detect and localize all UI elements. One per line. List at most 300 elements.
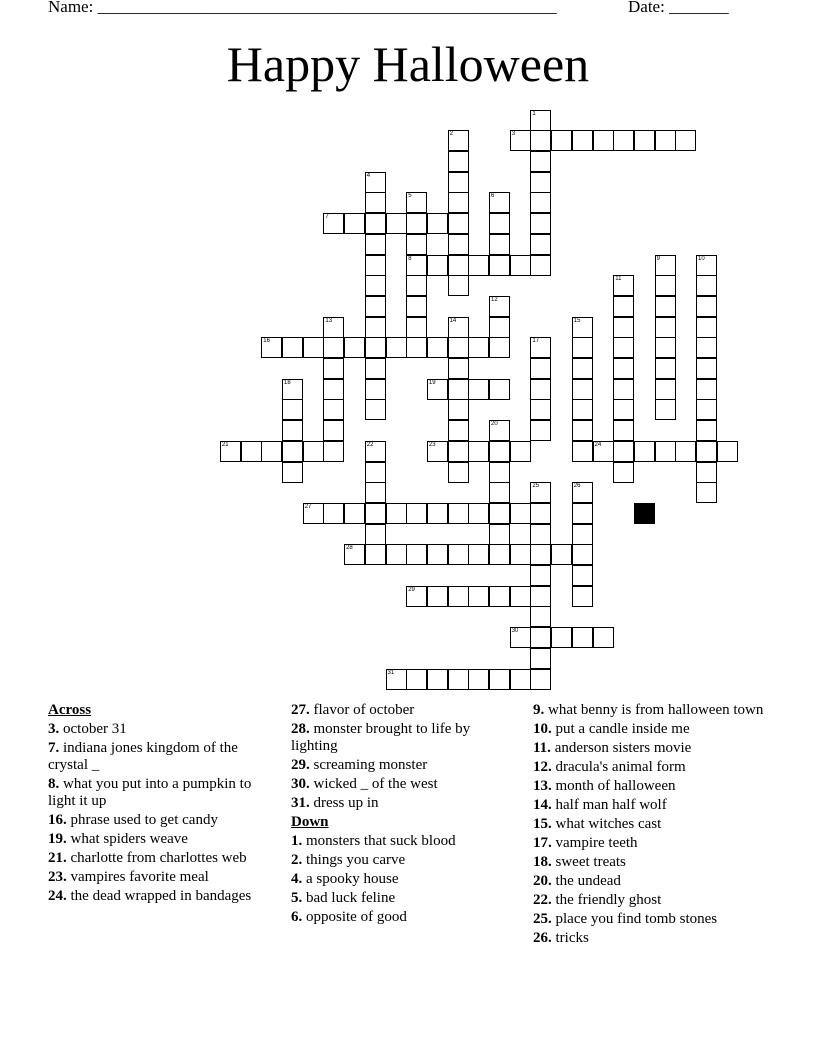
grid-cell[interactable] bbox=[572, 524, 593, 545]
grid-cell[interactable] bbox=[675, 441, 696, 462]
down-clue bbox=[291, 890, 507, 907]
clue-text: month of halloween bbox=[551, 778, 676, 794]
grid-cell[interactable] bbox=[655, 399, 676, 420]
clue-text: what you put into a pumpkin to light it up bbox=[48, 776, 252, 809]
grid-cell[interactable] bbox=[530, 213, 551, 234]
clue-number: 22. bbox=[533, 892, 552, 908]
grid-cell[interactable] bbox=[613, 399, 634, 420]
grid-cell[interactable] bbox=[448, 337, 469, 358]
grid-cell[interactable] bbox=[613, 130, 634, 151]
grid-cell[interactable] bbox=[303, 503, 324, 524]
grid-cell[interactable] bbox=[489, 379, 510, 400]
grid-cell[interactable] bbox=[489, 192, 510, 213]
down-clue bbox=[533, 797, 769, 814]
clue-number: 14. bbox=[533, 797, 552, 813]
clue-number: 21. bbox=[48, 850, 67, 866]
clue-number: 12. bbox=[533, 759, 552, 775]
grid-cell[interactable] bbox=[282, 420, 303, 441]
grid-cell[interactable] bbox=[510, 669, 531, 690]
grid-cell[interactable] bbox=[530, 255, 551, 276]
across-clue bbox=[48, 850, 254, 867]
grid-cell[interactable] bbox=[572, 503, 593, 524]
clue-number: 1. bbox=[291, 833, 303, 849]
clue-number-label: 20 bbox=[491, 421, 498, 428]
grid-cell[interactable] bbox=[530, 234, 551, 255]
down-clue bbox=[533, 873, 769, 890]
grid-cell[interactable] bbox=[530, 379, 551, 400]
clue-text: things you carve bbox=[302, 852, 406, 868]
clue-number: 17. bbox=[533, 835, 552, 851]
grid-cell[interactable] bbox=[448, 586, 469, 607]
grid-cell[interactable] bbox=[655, 441, 676, 462]
grid-cell[interactable] bbox=[530, 565, 551, 586]
clue-number-label: 15 bbox=[573, 317, 581, 324]
grid-cell[interactable] bbox=[572, 399, 593, 420]
grid-cell[interactable] bbox=[323, 317, 344, 338]
grid-cell[interactable] bbox=[489, 669, 510, 690]
clue-number-label: 23 bbox=[428, 441, 436, 448]
across-clue bbox=[48, 812, 254, 829]
clue-text: opposite of good bbox=[302, 909, 407, 925]
grid-cell[interactable] bbox=[489, 503, 510, 524]
grid-cell[interactable] bbox=[303, 337, 324, 358]
grid-cell[interactable] bbox=[365, 544, 386, 565]
down-clue bbox=[291, 833, 507, 850]
across-clue bbox=[291, 795, 507, 812]
grid-cell[interactable] bbox=[448, 544, 469, 565]
grid-cell[interactable] bbox=[696, 462, 717, 483]
grid-cell[interactable] bbox=[655, 296, 676, 317]
grid-cell[interactable] bbox=[530, 503, 551, 524]
grid-cell[interactable] bbox=[427, 213, 448, 234]
grid-cell[interactable] bbox=[448, 192, 469, 213]
clue-text: place you find tomb stones bbox=[551, 911, 718, 927]
grid-cell[interactable] bbox=[406, 234, 427, 255]
clue-number-label: 24 bbox=[594, 441, 602, 448]
grid-cell[interactable] bbox=[468, 337, 489, 358]
grid-cell[interactable] bbox=[448, 172, 469, 193]
grid-cell[interactable] bbox=[365, 255, 386, 276]
date-line: Date: _______ bbox=[628, 0, 729, 16]
grid-cell[interactable] bbox=[323, 358, 344, 379]
grid-cell[interactable] bbox=[282, 379, 303, 400]
grid-cell[interactable] bbox=[323, 503, 344, 524]
down-clue-list bbox=[291, 833, 507, 926]
grid-cell[interactable] bbox=[386, 503, 407, 524]
grid-cell[interactable] bbox=[344, 544, 365, 565]
down-clue bbox=[533, 778, 769, 795]
grid-cell[interactable] bbox=[613, 420, 634, 441]
grid-cell[interactable] bbox=[572, 482, 593, 503]
grid-cell[interactable] bbox=[530, 524, 551, 545]
grid-cell[interactable] bbox=[261, 337, 282, 358]
grid-cell[interactable] bbox=[448, 130, 469, 151]
clue-number-label: 8 bbox=[408, 255, 412, 262]
grid-cell[interactable] bbox=[406, 317, 427, 338]
grid-cell[interactable] bbox=[510, 586, 531, 607]
grid-cell[interactable] bbox=[572, 337, 593, 358]
clue-number: 27. bbox=[291, 702, 310, 718]
grid-cell[interactable] bbox=[448, 234, 469, 255]
down-clue bbox=[291, 852, 507, 869]
grid-cell[interactable] bbox=[613, 462, 634, 483]
grid-cell[interactable] bbox=[489, 213, 510, 234]
clue-number: 23. bbox=[48, 869, 67, 885]
grid-cell[interactable] bbox=[468, 544, 489, 565]
grid-cell[interactable] bbox=[282, 462, 303, 483]
grid-cell[interactable] bbox=[323, 379, 344, 400]
grid-cell[interactable] bbox=[613, 317, 634, 338]
clue-number: 31. bbox=[291, 795, 310, 811]
grid-cell[interactable] bbox=[448, 151, 469, 172]
grid-cell[interactable] bbox=[468, 669, 489, 690]
grid-cell[interactable] bbox=[406, 296, 427, 317]
grid-cell[interactable] bbox=[282, 399, 303, 420]
grid-cell[interactable] bbox=[510, 503, 531, 524]
grid-cell[interactable] bbox=[696, 420, 717, 441]
clue-text: vampires favorite meal bbox=[66, 869, 209, 885]
grid-cell[interactable] bbox=[406, 255, 427, 276]
grid-cell[interactable] bbox=[572, 627, 593, 648]
grid-cell[interactable] bbox=[572, 420, 593, 441]
grid-cell[interactable] bbox=[427, 503, 448, 524]
down-clue bbox=[533, 740, 769, 757]
grid-cell[interactable] bbox=[406, 275, 427, 296]
grid-cell[interactable] bbox=[427, 255, 448, 276]
down-clue bbox=[533, 854, 769, 871]
grid-cell[interactable] bbox=[489, 462, 510, 483]
grid-cell[interactable] bbox=[572, 130, 593, 151]
grid-cell[interactable] bbox=[365, 462, 386, 483]
grid-cell[interactable] bbox=[510, 627, 531, 648]
grid-cell[interactable] bbox=[386, 213, 407, 234]
grid-cell[interactable] bbox=[365, 296, 386, 317]
clue-number: 10. bbox=[533, 721, 552, 737]
clue-number-label: 13 bbox=[325, 317, 333, 324]
down-clue-list bbox=[533, 702, 769, 947]
grid-cell[interactable] bbox=[593, 441, 614, 462]
down-clue bbox=[533, 835, 769, 852]
grid-cell[interactable] bbox=[365, 503, 386, 524]
grid-cell[interactable] bbox=[427, 669, 448, 690]
grid-cell[interactable] bbox=[448, 420, 469, 441]
grid-cell[interactable] bbox=[530, 420, 551, 441]
grid-cell[interactable] bbox=[530, 192, 551, 213]
grid-cell[interactable] bbox=[468, 441, 489, 462]
clue-number: 15. bbox=[533, 816, 552, 832]
grid-cell[interactable] bbox=[448, 358, 469, 379]
grid-cell[interactable] bbox=[613, 275, 634, 296]
grid-cell[interactable] bbox=[323, 420, 344, 441]
grid-cell[interactable] bbox=[365, 337, 386, 358]
across-clue bbox=[48, 776, 254, 810]
grid-cell[interactable] bbox=[282, 441, 303, 462]
clue-text: what witches cast bbox=[551, 816, 662, 832]
clue-text: flavor of october bbox=[309, 702, 415, 718]
grid-cell[interactable] bbox=[220, 441, 241, 462]
grid-cell[interactable] bbox=[344, 337, 365, 358]
grid-cell[interactable] bbox=[365, 399, 386, 420]
clue-text: phrase used to get candy bbox=[66, 812, 218, 828]
clue-text: dress up in bbox=[309, 795, 379, 811]
grid-cell[interactable] bbox=[448, 213, 469, 234]
clue-number-label: 10 bbox=[698, 255, 705, 262]
grid-cell[interactable] bbox=[365, 234, 386, 255]
grid-cell[interactable] bbox=[448, 669, 469, 690]
grid-cell[interactable] bbox=[365, 213, 386, 234]
grid-cell[interactable] bbox=[696, 358, 717, 379]
across-clue bbox=[291, 757, 507, 774]
grid-cell[interactable] bbox=[510, 544, 531, 565]
grid-cell[interactable] bbox=[489, 420, 510, 441]
grid-cell[interactable] bbox=[530, 337, 551, 358]
grid-cell[interactable] bbox=[489, 441, 510, 462]
grid-cell[interactable] bbox=[468, 255, 489, 276]
grid-cell[interactable] bbox=[593, 130, 614, 151]
grid-cell[interactable] bbox=[696, 337, 717, 358]
clue-text: put a candle inside me bbox=[551, 721, 690, 737]
grid-cell[interactable] bbox=[448, 441, 469, 462]
grid-cell[interactable] bbox=[696, 482, 717, 503]
grid-cell[interactable] bbox=[655, 379, 676, 400]
clue-number-label: 22 bbox=[366, 441, 374, 448]
grid-cell[interactable] bbox=[468, 586, 489, 607]
grid-cell[interactable] bbox=[323, 337, 344, 358]
grid-cell[interactable] bbox=[344, 503, 365, 524]
grid-cell[interactable] bbox=[530, 130, 551, 151]
grid-cell[interactable] bbox=[696, 379, 717, 400]
grid-cell[interactable] bbox=[696, 275, 717, 296]
grid-cell[interactable] bbox=[530, 482, 551, 503]
clue-number-label: 21 bbox=[221, 441, 229, 448]
clue-number: 28. bbox=[291, 721, 310, 737]
grid-cell[interactable] bbox=[323, 399, 344, 420]
grid-cell[interactable] bbox=[530, 358, 551, 379]
grid-cell[interactable] bbox=[344, 213, 365, 234]
grid-cell[interactable] bbox=[613, 379, 634, 400]
down-clue bbox=[533, 911, 769, 928]
grid-cell[interactable] bbox=[530, 669, 551, 690]
grid-cell[interactable] bbox=[406, 213, 427, 234]
clue-number: 30. bbox=[291, 776, 310, 792]
across-clue bbox=[291, 702, 507, 719]
grid-cell[interactable] bbox=[386, 544, 407, 565]
grid-cell[interactable] bbox=[448, 503, 469, 524]
clues-column-3 bbox=[533, 702, 769, 949]
grid-cell[interactable] bbox=[489, 544, 510, 565]
grid-cell[interactable] bbox=[386, 337, 407, 358]
clue-number-label: 28 bbox=[346, 545, 353, 552]
across-clue-list bbox=[291, 702, 507, 812]
clue-number: 11. bbox=[533, 740, 551, 756]
grid-cell[interactable] bbox=[365, 482, 386, 503]
grid-cell[interactable] bbox=[530, 648, 551, 669]
grid-cell[interactable] bbox=[406, 192, 427, 213]
clue-text: october 31 bbox=[59, 721, 127, 737]
clue-number: 6. bbox=[291, 909, 303, 925]
grid-cell[interactable] bbox=[696, 255, 717, 276]
grid-cell[interactable] bbox=[530, 586, 551, 607]
clue-number: 25. bbox=[533, 911, 552, 927]
clue-text: sweet treats bbox=[551, 854, 626, 870]
grid-cell[interactable] bbox=[613, 296, 634, 317]
grid-cell[interactable] bbox=[530, 544, 551, 565]
grid-cell[interactable] bbox=[510, 130, 531, 151]
clue-number: 2. bbox=[291, 852, 303, 868]
grid-cell[interactable] bbox=[489, 524, 510, 545]
grid-cell[interactable] bbox=[365, 524, 386, 545]
clue-number: 26. bbox=[533, 930, 552, 946]
grid-cell[interactable] bbox=[551, 130, 572, 151]
grid-cell[interactable] bbox=[303, 441, 324, 462]
grid-cell[interactable] bbox=[551, 627, 572, 648]
across-clue bbox=[291, 776, 507, 793]
grid-cell[interactable] bbox=[489, 296, 510, 317]
grid-cell[interactable] bbox=[448, 379, 469, 400]
clue-number: 20. bbox=[533, 873, 552, 889]
clue-text: monsters that suck blood bbox=[302, 833, 456, 849]
grid-cell[interactable] bbox=[406, 669, 427, 690]
grid-cell[interactable] bbox=[593, 627, 614, 648]
clue-text: half man half wolf bbox=[551, 797, 667, 813]
clue-number-label: 17 bbox=[532, 338, 540, 345]
clue-number: 19. bbox=[48, 831, 67, 847]
clue-number-label: 31 bbox=[387, 669, 395, 676]
grid-cell[interactable] bbox=[510, 441, 531, 462]
clue-number: 8. bbox=[48, 776, 60, 792]
grid-cell[interactable] bbox=[489, 337, 510, 358]
grid-cell[interactable] bbox=[427, 337, 448, 358]
grid-cell[interactable] bbox=[406, 503, 427, 524]
grid-cell[interactable] bbox=[489, 234, 510, 255]
grid-cell[interactable] bbox=[530, 627, 551, 648]
grid-cell[interactable] bbox=[365, 317, 386, 338]
page-title: Happy Halloween bbox=[226, 36, 590, 92]
clue-number: 3. bbox=[48, 721, 60, 737]
grid-cell[interactable] bbox=[655, 358, 676, 379]
grid-cell[interactable] bbox=[510, 255, 531, 276]
grid-cell[interactable] bbox=[468, 379, 489, 400]
clue-text: charlotte from charlottes web bbox=[66, 850, 247, 866]
grid-cell[interactable] bbox=[448, 462, 469, 483]
down-clue bbox=[533, 930, 769, 947]
clue-text: the undead bbox=[551, 873, 621, 889]
grid-cell[interactable] bbox=[427, 379, 448, 400]
grid-cell[interactable] bbox=[365, 379, 386, 400]
grid-cell[interactable] bbox=[448, 255, 469, 276]
grid-cell[interactable] bbox=[406, 337, 427, 358]
clue-number: 7. bbox=[48, 740, 60, 756]
grid-cell[interactable] bbox=[655, 130, 676, 151]
clue-text: tricks bbox=[551, 930, 589, 946]
clue-number: 18. bbox=[533, 854, 552, 870]
grid-cell[interactable] bbox=[365, 358, 386, 379]
grid-cell[interactable] bbox=[282, 337, 303, 358]
grid-cell[interactable] bbox=[530, 151, 551, 172]
clue-number-label: 12 bbox=[491, 296, 498, 303]
grid-cell[interactable] bbox=[696, 317, 717, 338]
grid-cell[interactable] bbox=[427, 586, 448, 607]
grid-cell[interactable] bbox=[696, 441, 717, 462]
grid-cell[interactable] bbox=[717, 441, 738, 462]
grid-cell[interactable] bbox=[655, 255, 676, 276]
grid-cell[interactable] bbox=[448, 399, 469, 420]
grid-cell[interactable] bbox=[572, 358, 593, 379]
grid-cell[interactable] bbox=[365, 192, 386, 213]
grid-cell[interactable] bbox=[241, 441, 262, 462]
grid-cell[interactable] bbox=[530, 172, 551, 193]
across-clue bbox=[48, 869, 254, 886]
grid-cell[interactable] bbox=[572, 317, 593, 338]
grid-cell[interactable] bbox=[489, 255, 510, 276]
grid-cell[interactable] bbox=[406, 586, 427, 607]
grid-cell[interactable] bbox=[613, 441, 634, 462]
grid-cell[interactable] bbox=[365, 441, 386, 462]
clue-number-label: 16 bbox=[263, 338, 270, 345]
grid-cell[interactable] bbox=[261, 441, 282, 462]
grid-cell[interactable] bbox=[365, 275, 386, 296]
grid-cell[interactable] bbox=[323, 213, 344, 234]
grid-cell[interactable] bbox=[468, 503, 489, 524]
clue-number: 24. bbox=[48, 888, 67, 904]
grid-cell[interactable] bbox=[696, 296, 717, 317]
across-clue-list bbox=[48, 721, 254, 905]
grid-cell[interactable] bbox=[427, 544, 448, 565]
clue-number-label: 6 bbox=[491, 193, 495, 200]
clue-number: 4. bbox=[291, 871, 303, 887]
grid-cell[interactable] bbox=[448, 275, 469, 296]
grid-cell[interactable] bbox=[489, 586, 510, 607]
grid-cell[interactable] bbox=[572, 544, 593, 565]
grid-cell[interactable] bbox=[675, 130, 696, 151]
clue-text: a spooky house bbox=[302, 871, 399, 887]
clue-number-label: 4 bbox=[366, 172, 371, 179]
grid-cell[interactable] bbox=[551, 544, 572, 565]
grid-cell[interactable] bbox=[572, 441, 593, 462]
grid-cell[interactable] bbox=[530, 110, 551, 131]
grid-cell[interactable] bbox=[696, 399, 717, 420]
clue-number: 29. bbox=[291, 757, 310, 773]
grid-cell[interactable] bbox=[323, 441, 344, 462]
grid-cell[interactable] bbox=[530, 399, 551, 420]
clue-number-label: 19 bbox=[428, 379, 436, 386]
grid-cell[interactable] bbox=[406, 544, 427, 565]
grid-cell[interactable] bbox=[613, 358, 634, 379]
grid-cell[interactable] bbox=[655, 317, 676, 338]
grid-cell[interactable] bbox=[613, 337, 634, 358]
clue-number-label: 11 bbox=[615, 276, 622, 283]
grid-cell[interactable] bbox=[572, 586, 593, 607]
grid-cell[interactable] bbox=[572, 379, 593, 400]
clue-number-label: 29 bbox=[408, 586, 415, 593]
grid-cell[interactable] bbox=[634, 441, 655, 462]
grid-cell[interactable] bbox=[448, 317, 469, 338]
grid-cell[interactable] bbox=[572, 565, 593, 586]
name-line: Name: ______________________________________________________ bbox=[48, 0, 557, 16]
across-clue bbox=[48, 721, 254, 738]
clue-number-label: 9 bbox=[656, 255, 660, 262]
clue-number: 9. bbox=[533, 702, 545, 718]
grid-cell[interactable] bbox=[489, 317, 510, 338]
grid-cell[interactable] bbox=[365, 172, 386, 193]
grid-cell[interactable] bbox=[386, 669, 407, 690]
grid-cell[interactable] bbox=[634, 130, 655, 151]
grid-cell[interactable] bbox=[530, 606, 551, 627]
grid-cell[interactable] bbox=[655, 337, 676, 358]
grid-cell[interactable] bbox=[427, 441, 448, 462]
grid-cell[interactable] bbox=[489, 482, 510, 503]
grid-cell[interactable] bbox=[655, 275, 676, 296]
